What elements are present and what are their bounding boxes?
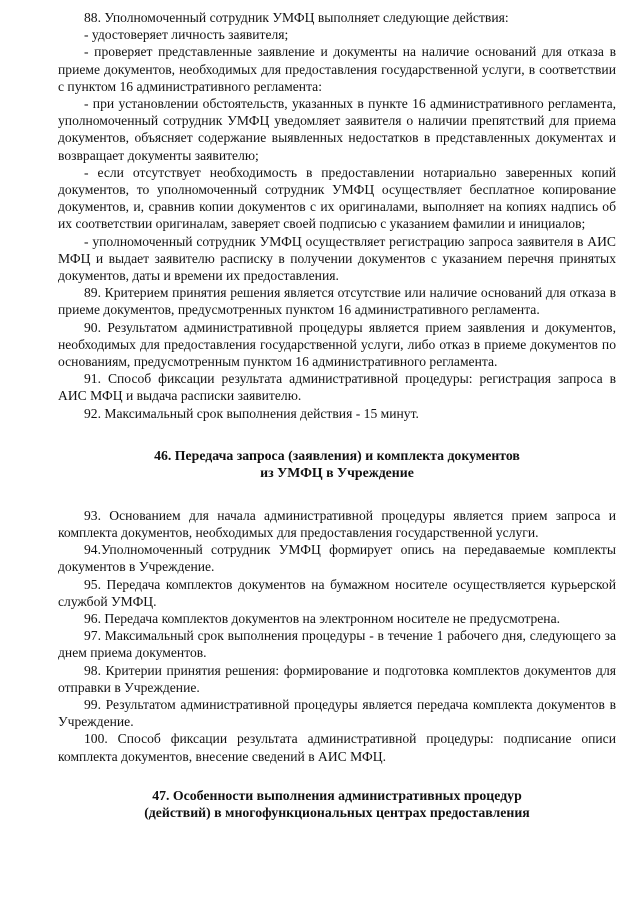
paragraph-96: 96. Передача комплектов документов на электронном носителе не предусмотрена. — [84, 610, 561, 626]
paragraph-89: 89. Критерием принятия решения является отсутствие или наличие оснований для отказа в приеме документов, предусмотренных пунктом 16 административного регламента. — [58, 285, 616, 318]
section-heading-47-line1: 47. Особенности выполнения административных процедур — [152, 787, 522, 803]
paragraph-97: 97. Максимальный срок выполнения процедуры - в течение 1 рабочего дня, следующего за днем приема документов. — [58, 628, 616, 661]
paragraph-91: 91. Способ фиксации результата административной процедуры: регистрация запроса в АИС МФЦ и выдача расписки заявителю. — [58, 371, 616, 404]
paragraph-92: 92. Максимальный срок выполнения действия - 15 минут. — [84, 405, 419, 421]
list-item: - проверяет представленные заявление и документы на наличие оснований для отказа в приеме документов, необходимых для предоставления государственной услуги, в соответствии с пунктом 16 административного регламента: — [58, 44, 616, 94]
paragraph-95: 95. Передача комплектов документов на бумажном носителе осуществляется курьерской службой УМФЦ. — [58, 576, 616, 609]
section-middle — [58, 507, 616, 765]
section-heading-46-line1: 46. Передача запроса (заявления) и комплекта документов — [154, 447, 520, 463]
paragraph-93: 93. Основанием для начала административной процедуры является прием запроса и комплекта документов, необходимых для предоставления государственной услуги. — [58, 507, 616, 540]
list-item: - если отсутствует необходимость в предоставлении нотариально заверенных копий документов, то уполномоченный сотрудник УМФЦ осуществляет бесплатное копирование документов, и, сравнив копии документов с их оригиналами, выполняет на копиях надпись об их соответствии оригиналам, заверяет своей подписью с указанием фамилии и инициалов; — [58, 164, 616, 232]
paragraph-88: 88. Уполномоченный сотрудник УМФЦ выполняет следующие действия: — [84, 10, 509, 25]
list-item: - удостоверяет личность заявителя; — [84, 27, 289, 43]
paragraph-94: 94.Уполномоченный сотрудник УМФЦ формирует опись на передаваемые комплекты документов в Учреждение. — [58, 542, 616, 575]
list-item: - уполномоченный сотрудник УМФЦ осуществляет регистрацию запроса заявителя в АИС МФЦ и выдает заявителю расписку в получении документов с указанием перечня принятых документов, даты и времени их предоставления. — [58, 233, 616, 284]
paragraph-99: 99. Результатом административной процедуры является передача комплекта документов в Учреждение. — [58, 696, 616, 730]
section-heading-47-line2: (действий) в многофункциональных центрах предоставления — [144, 805, 530, 821]
paragraph-98: 98. Критерии принятия решения: формирование и подготовка комплектов документов для отправки в Учреждение. — [58, 662, 616, 695]
section-heading-46-line2: из УМФЦ в Учреждение — [260, 465, 414, 481]
list-item: - при установлении обстоятельств, указанных в пункте 16 административного регламента, уполномоченный сотрудник УМФЦ уведомляет заявителя о наличии препятствий для приема документов, объясняет содержание выявленных недостатков в представленных документах и возвращает документы заявителю; — [58, 96, 616, 163]
section-top — [58, 9, 616, 422]
paragraph-90: 90. Результатом административной процедуры является прием заявления и документов, необходимых для предоставления государственной услуги, либо отказ в приеме документов по основаниям, предусмотренным пунктом 16 административного регламента. — [58, 319, 616, 370]
paragraph-100: 100. Способ фиксации результата административной процедуры: подписание описи комплекта документов, внесение сведений в АИС МФЦ. — [58, 731, 616, 764]
